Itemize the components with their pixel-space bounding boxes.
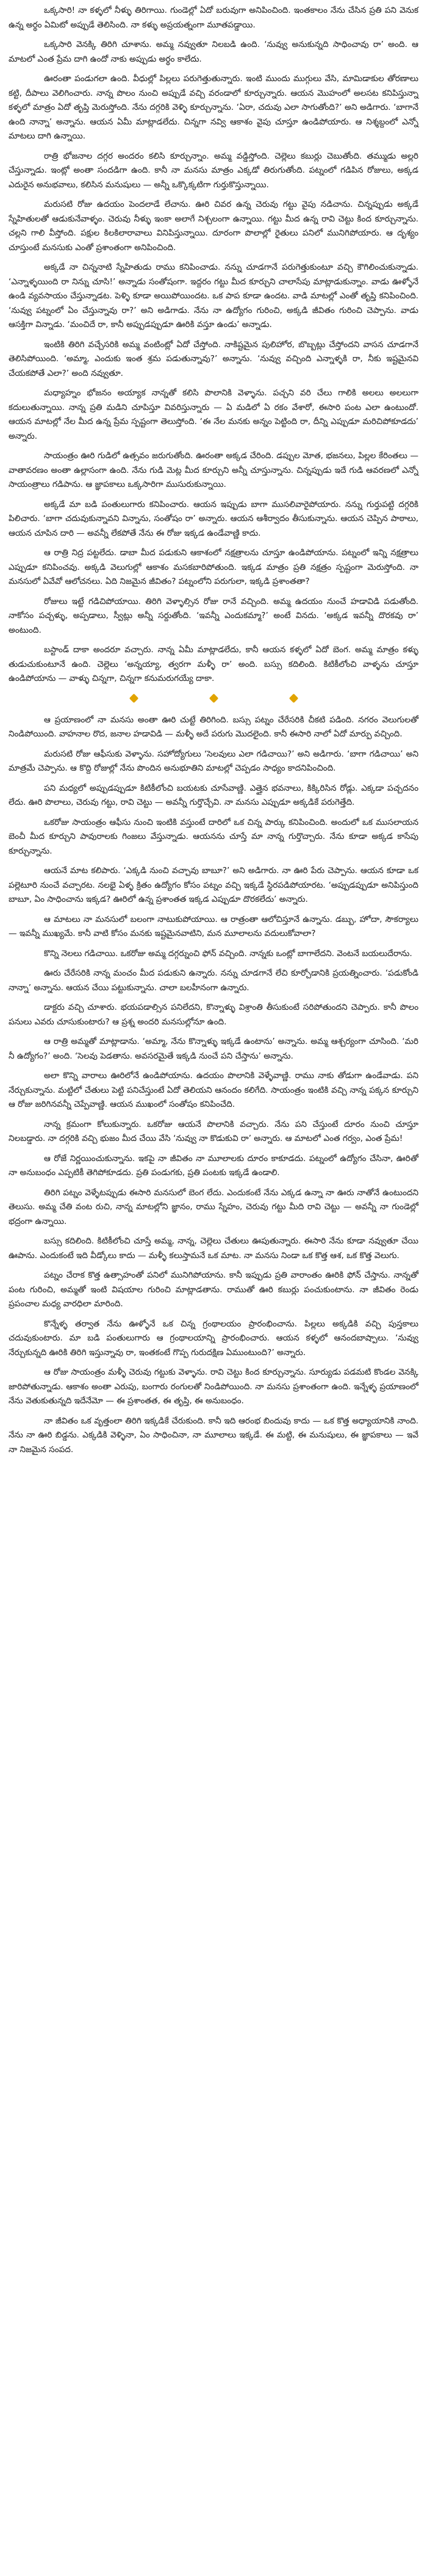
story-paragraph: ఒకరోజు సాయంత్రం ఆఫీసు నుంచి ఇంటికి వస్తుంటే దారిలో ఒక చిన్న పార్కు కనిపించింది. అందులో ఒక ముసలాయన బెంచీ మీద కూర్చుని పావురాలకు గింజలు వేస్తున్నాడు. ఆయనను చూస్తే మా నాన్న గుర్తొచ్చారు. నేను కూడా అక్కడ కాసేపు కూర్చున్నాను.	[9, 817, 418, 856]
story-paragraph: కొన్ని నెలలు గడిచాయి. ఒకరోజు అమ్మ దగ్గర్నుంచి ఫోన్ వచ్చింది. నాన్నకు ఒంట్లో బాగాలేదని. వెంటనే బయలుదేరాను.	[44, 948, 412, 959]
story-paragraph: రాత్రి భోజనాల దగ్గర అందరం కలిసి కూర్చున్నాం. అమ్మ వడ్డిస్తోంది. చెల్లెలు కబుర్లు చెబుతోంది. తమ్ముడు అల్లరి చేస్తున్నాడు. ఇంట్లో అంతా సందడిగా ఉంది. కానీ నా మనసు మాత్రం ఎక్కడో తిరుగుతోంది. పట్నంలో గడిపిన రోజులు, అక్కడ ఎదురైన అనుభవాలు, కలిసిన మనుషులు — అన్నీ ఒక్కొక్కటిగా గుర్తుకొస్తున్నాయి.	[9, 151, 418, 190]
story-paragraph: నా జీవితం ఒక వృత్తంలా తిరిగి ఇక్కడికే చేరుకుంది. కానీ ఇది ఆరంభ బిందువు కాదు — ఒక కొత్త అధ్యాయానికి నాంది. నేను నా ఊరి బిడ్డను. ఎక్కడికి వెళ్ళినా, ఏం సాధించినా, నా మూలాలు ఇక్కడే. ఈ మట్టి, ఈ మనుషులు, ఈ జ్ఞాపకాలు — ఇవే నా నిజమైన సంపద.	[9, 1416, 418, 1455]
story-paragraph: ఊరంతా పండుగలా ఉంది. వీధుల్లో పిల్లలు పరుగెత్తుతున్నారు. ఇంటి ముందు ముగ్గులు వేసి, మామిడాకుల తోరణాలు కట్టి, దీపాలు వెలిగించారు. నాన్న పొలం నుంచి అప్పుడే వచ్చి వరండాలో కూర్చున్నారు. ఆయన మొహంలో అలసట కనిపిస్తున్నా కళ్ళలో మాత్రం ఏదో తృప్తి మెరుస్తోంది. నేను దగ్గరికి వెళ్ళి కూర్చున్నాను. ‘ఏరా, చదువు ఎలా సాగుతోంది?’ అని అడిగారు. ‘బాగానే ఉంది నాన్నా’ అన్నాను. ఆయన ఏమీ మాట్లాడలేదు. చిన్నగా నవ్వి ఆకాశం వైపు చూస్తూ ఉండిపోయారు. ఆ నిశ్శబ్దంలో ఎన్నో మాటలు దాగి ఉన్నాయి.	[9, 74, 418, 141]
story-paragraph: అక్కడే నా చిన్ననాటి స్నేహితుడు రాము కనిపించాడు. నన్ను చూడగానే పరుగెత్తుకుంటూ వచ్చి కౌగిలించుకున్నాడు. ‘ఎన్నాళ్ళయింది రా నిన్ను చూసి!’ అన్నాడు సంతోషంగా. ఇద్దరం గట్టు మీద కూర్చుని చాలాసేపు మాట్లాడుకున్నాం. వాడు ఊళ్ళోనే ఉండి వ్యవసాయం చేస్తున్నాడట. పెళ్ళి కూడా అయిపోయిందట. ఒక పాప కూడా ఉందట. వాడి మాటల్లో ఎంతో తృప్తి కనిపించింది. ‘నువ్వు పట్నంలో ఏం చేస్తున్నావు రా?’ అని అడిగాడు. నేను నా ఉద్యోగం గురించి, అక్కడి జీవితం గురించి చెప్పాను. వాడు ఆసక్తిగా విన్నాడు. ‘మంచిదే రా, కానీ అప్పుడప్పుడూ ఊరికి వస్తూ ఉండు’ అన్నాడు.	[9, 262, 418, 329]
story-paragraph: బస్టాండ్ దాకా అందరూ వచ్చారు. నాన్న ఏమీ మాట్లాడలేదు, కానీ ఆయన కళ్ళలో ఏదో బెంగ. అమ్మ మాత్రం కళ్ళు తుడుచుకుంటూనే ఉంది. చెల్లెలు ‘అన్నయ్యా, త్వరగా మళ్ళీ రా’ అంది. బస్సు కదిలింది. కిటికీలోంచి వాళ్ళను చూస్తూ ఉండిపోయాను — వాళ్ళు చిన్నగా, చిన్నగా కనుమరుగయ్యే దాకా.	[9, 645, 418, 683]
story-paragraph: ఆ మాటలు నా మనసులో బలంగా నాటుకుపోయాయి. ఆ రాత్రంతా ఆలోచిస్తూనే ఉన్నాను. డబ్బు, హోదా, సౌకర్యాలు — ఇవన్నీ ముఖ్యమే. కానీ వాటి కోసం మనకు ఇష్టమైనవాటిని, మన మూలాలను వదులుకోవాలా?	[9, 914, 418, 938]
story-paragraph: తిరిగి పట్నం వెళ్ళేటప్పుడు ఈసారి మనసులో బెంగ లేదు. ఎందుకంటే నేను ఎక్కడ ఉన్నా నా ఊరు నాతోనే ఉంటుందని తెలుసు. అమ్మ చేతి వంట రుచి, నాన్న మాటల్లోని జ్ఞానం, రాము స్నేహం, చెరువు గట్టు మీది రావి చెట్టు — అవన్నీ నా గుండెల్లో భద్రంగా ఉన్నాయి.	[9, 1187, 418, 1226]
story-paragraph: ఆ రాత్రి అమ్మతో మాట్లాడాను. ‘అమ్మా, నేను కొన్నాళ్ళు ఇక్కడే ఉంటాను’ అన్నాను. అమ్మ ఆశ్చర్యంగా చూసింది. ‘మరి నీ ఉద్యోగం?’ అంది. ‘సెలవు పెడతాను. అవసరమైతే ఇక్కడి నుంచే పని చేస్తాను’ అన్నాను.	[9, 1037, 418, 1061]
story-paragraph: ఆ రాత్రి నిద్ర పట్టలేదు. డాబా మీద పడుకుని ఆకాశంలో నక్షత్రాలను చూస్తూ ఉండిపోయాను. పట్నంలో ఇన్ని నక్షత్రాలు ఎప్పుడూ కనిపించవు. అక్కడి వెలుగుల్లో ఆకాశం మసకబారిపోతుంది. ఇక్కడ మాత్రం ప్రతి నక్షత్రం స్పష్టంగా మెరుస్తోంది. నా మనసులో ఏవేవో ఆలోచనలు. ఏది నిజమైన జీవితం? పట్నంలోని పరుగులా, ఇక్కడి ప్రశాంతతా?	[9, 548, 418, 586]
separator-diamond-icon	[209, 693, 218, 703]
story-part-2	[9, 713, 418, 1458]
story-paragraph: ఒక్కసారి! నా కళ్ళలో నీళ్ళు తిరిగాయి. గుండెల్లో ఏదో బరువుగా అనిపించింది. ఇంతకాలం నేను చేసిన ప్రతి పని వెనుక ఉన్న అర్థం ఏమిటో అప్పుడే తెలిసింది. నా కళ్ళు అప్రయత్నంగా మూతపడ్డాయి.	[9, 5, 418, 30]
story-paragraph: ఒక్కసారి వెనక్కి తిరిగి చూశాను. అమ్మ నవ్వుతూ నిలబడి ఉంది. ‘నువ్వు అనుకున్నది సాధించావు రా’ అంది. ఆ మాటలో ఎంత ప్రేమ దాగి ఉందో నాకు అప్పుడు అర్థం కాలేదు.	[9, 40, 418, 64]
story-part-1	[9, 4, 418, 686]
story-paragraph: ఆ ప్రయాణంలో నా మనసు అంతా ఊరి చుట్టే తిరిగింది. బస్సు పట్నం చేరేసరికి చీకటి పడింది. నగరం వెలుగులతో నిండిపోయింది. వాహనాల రొద, జనాల హడావిడి — మళ్ళీ అదే పరుగు మొదలైంది. కానీ ఈసారి నాలో ఏదో మార్పు వచ్చింది.	[9, 714, 418, 739]
separator-diamond-icon	[129, 693, 138, 703]
story-paragraph: ఆయనే మాట కలిపారు. ‘ఎక్కడి నుంచి వచ్చావు బాబూ?’ అని అడిగారు. నా ఊరి పేరు చెప్పాను. ఆయన కూడా ఒక పల్లెటూరి నుంచే వచ్చారట. నలభై ఏళ్ళ క్రితం ఉద్యోగం కోసం పట్నం వచ్చి ఇక్కడే స్థిరపడిపోయారట. ‘అప్పుడప్పుడూ అనిపిస్తుంది బాబూ, ఏం సాధించాను ఇక్కడ? ఊరిలో ఉన్న ప్రశాంతత ఇక్కడ ఎప్పుడూ దొరకలేదు’ అన్నారు.	[9, 866, 418, 904]
story-paragraph: మరుసటి రోజు ఉదయం పెందలాడే లేచాను. ఊరి చివర ఉన్న చెరువు గట్టు వైపు నడిచాను. చిన్నప్పుడు అక్కడే స్నేహితులతో ఆడుకునేవాళ్ళం. చెరువు నీళ్ళు ఇంకా అలాగే నిశ్చలంగా ఉన్నాయి. గట్టు మీద ఉన్న రావి చెట్టు కింద కూర్చున్నాను. చల్లని గాలి వీస్తోంది. పక్షుల కిలకిలారావాలు వినిపిస్తున్నాయి. దూరంగా పొలాల్లో రైతులు పనిలో మునిగిపోయారు. ఆ దృశ్యం చూస్తుంటే మనసుకు ఎంతో ప్రశాంతంగా అనిపించింది.	[9, 200, 418, 253]
separator-diamond-icon	[289, 693, 298, 703]
story-paragraph: అలా కొన్ని వారాలు ఊరిలోనే ఉండిపోయాను. ఉదయం పొలానికి వెళ్ళేవాణ్ణి. రాము నాకు తోడుగా ఉండేవాడు. పని నేర్చుకున్నాను. మట్టిలో చేతులు పెట్టి పనిచేస్తుంటే ఏదో తెలియని ఆనందం కలిగేది. సాయంత్రం ఇంటికి వచ్చి నాన్న పక్కన కూర్చుని ఆ రోజు జరిగినవన్నీ చెప్పేవాణ్ణి. ఆయన ముఖంలో సంతోషం కనిపించేది.	[9, 1071, 418, 1109]
story-paragraph: సాయంత్రం ఊరి గుడిలో ఉత్సవం జరుగుతోంది. ఊరంతా అక్కడ చేరింది. డప్పుల మోత, భజనలు, పిల్లల కేరింతలు — వాతావరణం అంతా ఉల్లాసంగా ఉంది. నేను గుడి మెట్ల మీద కూర్చుని అన్నీ చూస్తున్నాను. చిన్నప్పుడు ఇదే గుడి ఆవరణలో ఎన్నో సాయంత్రాలు గడిపాను. ఆ జ్ఞాపకాలు ఒక్కసారిగా ముసురుకున్నాయి.	[9, 451, 418, 489]
story-paragraph: ఇంటికి తిరిగి వచ్చేసరికి అమ్మ వంటింట్లో ఏదో చేస్తోంది. నాకిష్టమైన పులిహోర, బొబ్బట్లు చేస్తోందని వాసన చూడగానే తెలిసిపోయింది. ‘అమ్మా, ఎందుకు ఇంత శ్రమ పడుతున్నావు?’ అన్నాను. ‘నువ్వు వచ్చింది ఎన్నాళ్ళకి రా, నీకు ఇష్టమైనవి చేయకపోతే ఎలా?’ అంది నవ్వుతూ.	[9, 339, 418, 378]
story-paragraph: మరుసటి రోజు ఆఫీసుకు వెళ్ళాను. సహోద్యోగులు ‘సెలవులు ఎలా గడిచాయి?’ అని అడిగారు. ‘బాగా గడిచాయి’ అని మాత్రమే చెప్పాను. ఆ కొద్ది రోజుల్లో నేను పొందిన అనుభూతిని మాటల్లో చెప్పడం సాధ్యం కాదనిపించింది.	[9, 749, 418, 773]
story-paragraph: మధ్యాహ్నం భోజనం అయ్యాక నాన్నతో కలిసి పొలానికి వెళ్ళాను. పచ్చని వరి చేలు గాలికి అలలు అలలుగా కదులుతున్నాయి. నాన్న ప్రతి మడిని చూపిస్తూ వివరిస్తున్నారు — ఏ మడిలో ఏ రకం వేశారో, ఈసారి పంట ఎలా ఉంటుందో. ఆయన మాటల్లో నేల మీద ఉన్న ప్రేమ స్పష్టంగా తెలుస్తోంది. ‘ఈ నేల మనకు అన్నం పెట్టింది రా, దీన్ని ఎప్పుడూ మరిచిపోకూడదు’ అన్నారు.	[9, 388, 418, 441]
story-paragraph: పట్నం చేరాక కొత్త ఉత్సాహంతో పనిలో మునిగిపోయాను. కానీ ఇప్పుడు ప్రతి వారాంతం ఊరికి ఫోన్ చేస్తాను. నాన్నతో పంట గురించి, అమ్మతో ఇంటి విషయాల గురించి మాట్లాడతాను. రాముతో ఊరి కబుర్లు పంచుకుంటాను. నా జీవితం రెండు ప్రపంచాల మధ్య వారధిలా మారింది.	[9, 1270, 418, 1309]
story-paragraph: నాన్న క్రమంగా కోలుకున్నారు. ఒకరోజు ఆయనే పొలానికి వచ్చారు. నేను పని చేస్తుంటే దూరం నుంచి చూస్తూ నిలబడ్డారు. నా దగ్గరికి వచ్చి భుజం మీద చేయి వేసి ‘నువ్వు నా కొడుకువి రా’ అన్నారు. ఆ మాటలో ఎంత గర్వం, ఎంత ప్రేమ!	[9, 1119, 418, 1143]
story-paragraph: ఊరు చేరేసరికి నాన్న మంచం మీద పడుకుని ఉన్నారు. నన్ను చూడగానే లేచి కూర్చోడానికి ప్రయత్నించారు. ‘పడుకోండి నాన్నా’ అన్నాను. ఆయన చేయి పట్టుకున్నాను. చాలా బలహీనంగా ఉన్నారు.	[9, 968, 418, 993]
story-paragraph: పని మధ్యలో అప్పుడప్పుడూ కిటికీలోంచి బయటకు చూసేవాణ్ణి. ఎత్తైన భవనాలు, కిక్కిరిసిన రోడ్లు. ఎక్కడా పచ్చదనం లేదు. ఊరి పొలాలు, చెరువు గట్టు, రావి చెట్టు — అవన్నీ గుర్తొచ్చేవి. నా మనసు ఎప్పుడూ అక్కడికే పరుగెత్తేది.	[9, 783, 418, 807]
story-paragraph: కొన్నేళ్ళ తర్వాత నేను ఊళ్ళోనే ఒక చిన్న గ్రంథాలయం ప్రారంభించాను. పిల్లలు అక్కడికి వచ్చి పుస్తకాలు చదువుకుంటారు. మా బడి పంతులుగారు ఆ గ్రంథాలయాన్ని ప్రారంభించారు. ఆయన కళ్ళలో ఆనందబాష్పాలు. ‘నువ్వు నేర్చుకున్నది ఊరికి తిరిగి ఇస్తున్నావు రా, ఇంతకంటే గొప్ప గురుదక్షిణ ఏముంటుంది?’ అన్నారు.	[9, 1319, 418, 1358]
story-paragraph: బస్సు కదిలింది. కిటికీలోంచి చూస్తే అమ్మ, నాన్న, చెల్లెలు చేతులు ఊపుతున్నారు. ఈసారి నేను కూడా నవ్వుతూ చేయి ఊపాను. ఎందుకంటే ఇది వీడ్కోలు కాదు — మళ్ళీ కలుస్తామనే ఒక మాట. నా మనసు నిండా ఒక కొత్త ఆశ, ఒక కొత్త వెలుగు.	[9, 1236, 418, 1261]
story-paragraph: ఆ రోజు సాయంత్రం మళ్ళీ చెరువు గట్టుకు వెళ్ళాను. రావి చెట్టు కింద కూర్చున్నాను. సూర్యుడు పడమటి కొండల వెనక్కి జారిపోతున్నాడు. ఆకాశం అంతా ఎరుపు, బంగారు రంగులతో నిండిపోయింది. నా మనసు ప్రశాంతంగా ఉంది. ఇన్నేళ్ళ ప్రయాణంలో నేను వెతుకుతున్నది ఇదేనేమో — ఈ ప్రశాంతత, ఈ తృప్తి, ఈ అనుబంధం.	[9, 1367, 418, 1406]
story-paragraph: డాక్టరు వచ్చి చూశారు. భయపడాల్సిన పనిలేదని, కొన్నాళ్ళు విశ్రాంతి తీసుకుంటే సరిపోతుందని చెప్పారు. కానీ పొలం పనులు ఎవరు చూసుకుంటారు? ఆ ప్రశ్న అందరి మనసుల్లోనూ ఉంది.	[9, 1002, 418, 1027]
story-paragraph: రోజులు ఇట్టే గడిచిపోయాయి. తిరిగి వెళ్ళాల్సిన రోజు రానే వచ్చింది. అమ్మ ఉదయం నుంచే హడావిడి పడుతోంది. నాకోసం పచ్చళ్ళు, అప్పడాలు, స్వీట్లు అన్నీ సర్దుతోంది. ‘ఇవన్నీ ఎందుకమ్మా?’ అంటే వినదు. ‘అక్కడ ఇవన్నీ దొరకవు రా’ అంటుంది.	[9, 596, 418, 635]
section-separator	[9, 695, 418, 703]
story-paragraph: ఆ రోజే నిర్ణయించుకున్నాను. ఇకపై నా జీవితం నా మూలాలకు దూరం కాకూడదు. పట్నంలో ఉద్యోగం చేసినా, ఊరితో నా అనుబంధం ఎప్పటికీ తెగిపోకూడదు. ప్రతి పండుగకు, ప్రతి పంటకు ఇక్కడే ఉండాలి.	[9, 1153, 418, 1178]
story-paragraph: అక్కడే మా బడి పంతులుగారు కనిపించారు. ఆయన ఇప్పుడు బాగా ముసలివారైపోయారు. నన్ను గుర్తుపట్టి దగ్గరికి పిలిచారు. ‘బాగా చదువుకున్నావని విన్నాను, సంతోషం రా’ అన్నారు. ఆయన ఆశీర్వాదం తీసుకున్నాను. ఆయన చెప్పిన పాఠాలు, ఆయన చూపిన దారి — అవన్నీ లేకపోతే నేను ఈ రోజు ఇక్కడ ఉండేవాణ్ణి కాదు.	[9, 499, 418, 538]
